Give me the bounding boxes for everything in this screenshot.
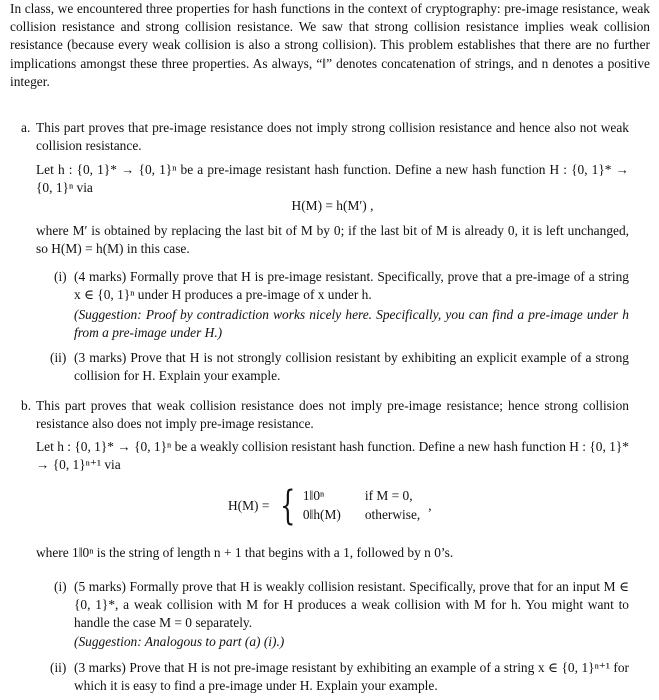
part-b-intro: This part proves that weak collision resistance does not imply pre-image resistance; hence strong collision resistance also does not imply pre-image resistance. (36, 398, 629, 432)
part-a-label: a. (21, 120, 31, 135)
cases-table (303, 487, 420, 525)
part-b-piecewise-formula (228, 483, 432, 529)
part-a-ii-label: (ii) (50, 350, 67, 365)
part-b-i-suggestion: (Suggestion: Analogous to part (a) (i).) (74, 634, 285, 649)
part-b-where: where 1‖0ⁿ is the string of length n + 1 that begins with a 1, followed by n 0’s. (36, 545, 454, 560)
case1-value: 1‖0ⁿ (302, 488, 325, 503)
formula-lhs: H(M) = (228, 497, 270, 513)
part-a-i-suggestion: (Suggestion: Proof by contradiction works nicely here. Specifically, you can find a pre-image under h from a pre-image under H.) (74, 307, 629, 341)
part-a-i-text: (4 marks) Formally prove that H is pre-image resistant. Specifically, prove that a pre-image of a string x ∈ {0, 1}ⁿ under H produces a pre-image of x under h. (74, 269, 629, 303)
case1-condition: if M = 0, (364, 488, 413, 503)
part-a-formula: H(M) = h(M′) , (291, 198, 374, 213)
part-a-intro: This part proves that pre-image resistance does not imply strong collision resistance and hence also not weak collision resistance. (36, 120, 629, 154)
intro-paragraph: In class, we encountered three properties for hash functions in the context of cryptography: pre-image resistance, weak collision resistance and strong collision resistance. We saw that strong collision resistance implies weak collision resistance (because every weak collision is also a strong collision). This problem establishes that there are no further implications amongst these three properties. As always, “‖” denotes concatenation of strings, and n denotes a positive integer. (10, 1, 650, 89)
case-row (303, 506, 420, 525)
part-a-where: where M′ is obtained by replacing the last bit of M by 0; if the last bit of M is already 0, it is left unchanged, so H(M) = h(M) in this case. (36, 223, 629, 257)
part-b-ii-label: (ii) (50, 660, 67, 675)
part-b-label: b. (21, 398, 32, 413)
formula-trailing-comma: , (428, 497, 432, 513)
part-a-definition: Let h : {0, 1}* → {0, 1}ⁿ be a pre-image resistant hash function. Define a new hash function H : {0, 1}* → {0, 1}ⁿ via (36, 162, 629, 196)
part-b-i-label: (i) (54, 579, 67, 594)
case-row (303, 487, 420, 506)
part-a-i-label: (i) (54, 269, 67, 284)
part-a-ii-text: (3 marks) Prove that H is not strongly collision resistant by exhibiting an explicit example of a strong collision for H. Explain your example. (74, 350, 629, 384)
part-b-ii-text: (3 marks) Prove that H is not pre-image resistant by exhibiting an example of a string x ∈ {0, 1}ⁿ⁺¹ for which it is easy to find a pre-image under H. Explain your example. (74, 660, 629, 694)
left-brace-icon: { (280, 483, 296, 529)
case2-condition: otherwise, (364, 507, 421, 522)
part-b-i-text: (5 marks) Formally prove that H is weakly collision resistant. Specifically, prove that for an input M ∈ {0, 1}*, a weak collision with M for H produces a weak collision with M for h. You might want to handle the case M = 0 separately. (74, 579, 629, 631)
case2-value: 0‖h(M) (302, 507, 341, 522)
part-b-definition: Let h : {0, 1}* → {0, 1}ⁿ be a weakly collision resistant hash function. Define a new hash function H : {0, 1}* → {0, 1}ⁿ⁺¹ via (36, 439, 629, 473)
